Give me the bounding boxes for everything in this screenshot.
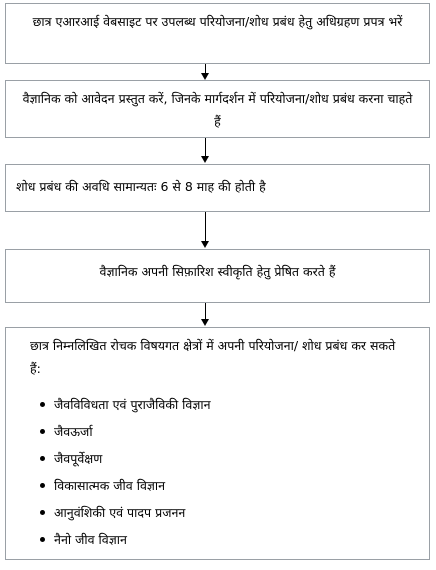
list-item bbox=[54, 391, 409, 418]
step-text-4: वैज्ञानिक अपनी सिफ़ारिश स्वीकृति हेतु प्रेषित करते हैं bbox=[99, 264, 336, 279]
list-item bbox=[54, 499, 409, 526]
research-areas-intro: छात्र निम्नलिखित रोचक विषयगत क्षेत्रों में अपनी परियोजना/ शोध प्रबंध कर सकते हैं: bbox=[30, 338, 396, 376]
step-text-3: शोध प्रबंध की अवधि सामान्यतः 6 से 8 माह की होती है bbox=[16, 179, 266, 194]
arrowhead-3 bbox=[201, 241, 209, 248]
bullet-icon bbox=[40, 402, 45, 407]
list-item bbox=[54, 445, 409, 472]
list-item-text: विकासात्मक जीव विज्ञान bbox=[54, 478, 166, 493]
connector-line-2 bbox=[205, 138, 206, 157]
arrowhead-4 bbox=[201, 319, 209, 326]
bullet-icon bbox=[40, 537, 45, 542]
connector-line-3 bbox=[205, 212, 206, 242]
research-areas-box bbox=[5, 327, 430, 560]
step-box-2 bbox=[5, 80, 430, 138]
bullet-icon bbox=[40, 510, 45, 515]
list-item-text: जैवऊर्जा bbox=[54, 424, 93, 439]
research-areas-list bbox=[30, 391, 409, 553]
list-item bbox=[54, 418, 409, 445]
list-item-text: जैवविविधता एवं पुराजैविकी विज्ञान bbox=[54, 397, 211, 412]
list-item-text: नैनो जीव विज्ञान bbox=[54, 532, 127, 547]
list-item-text: आनुवंशिकी एवं पादप प्रजनन bbox=[54, 505, 186, 520]
arrowhead-1 bbox=[201, 73, 209, 80]
bullet-icon bbox=[40, 456, 45, 461]
step-text-2: वैज्ञानिक को आवेदन प्रस्तुत करें, जिनके मार्गदर्शन में परियोजना/शोध प्रबंध करना चाहते हैं bbox=[22, 91, 413, 129]
step-box-3 bbox=[5, 164, 430, 212]
bullet-icon bbox=[40, 429, 45, 434]
step-box-4 bbox=[5, 249, 430, 303]
list-item bbox=[54, 526, 409, 553]
bullet-icon bbox=[40, 483, 45, 488]
arrowhead-2 bbox=[201, 156, 209, 163]
step-box-1 bbox=[5, 3, 430, 64]
list-item-text: जैवपूर्वेक्षण bbox=[54, 451, 103, 466]
list-item bbox=[54, 472, 409, 499]
step-text-1: छात्र एआरआई वेबसाइट पर उपलब्ध परियोजना/शोध प्रबंध हेतु अधिग्रहण प्रपत्र भरें bbox=[32, 14, 403, 29]
connector-line-4 bbox=[205, 303, 206, 320]
